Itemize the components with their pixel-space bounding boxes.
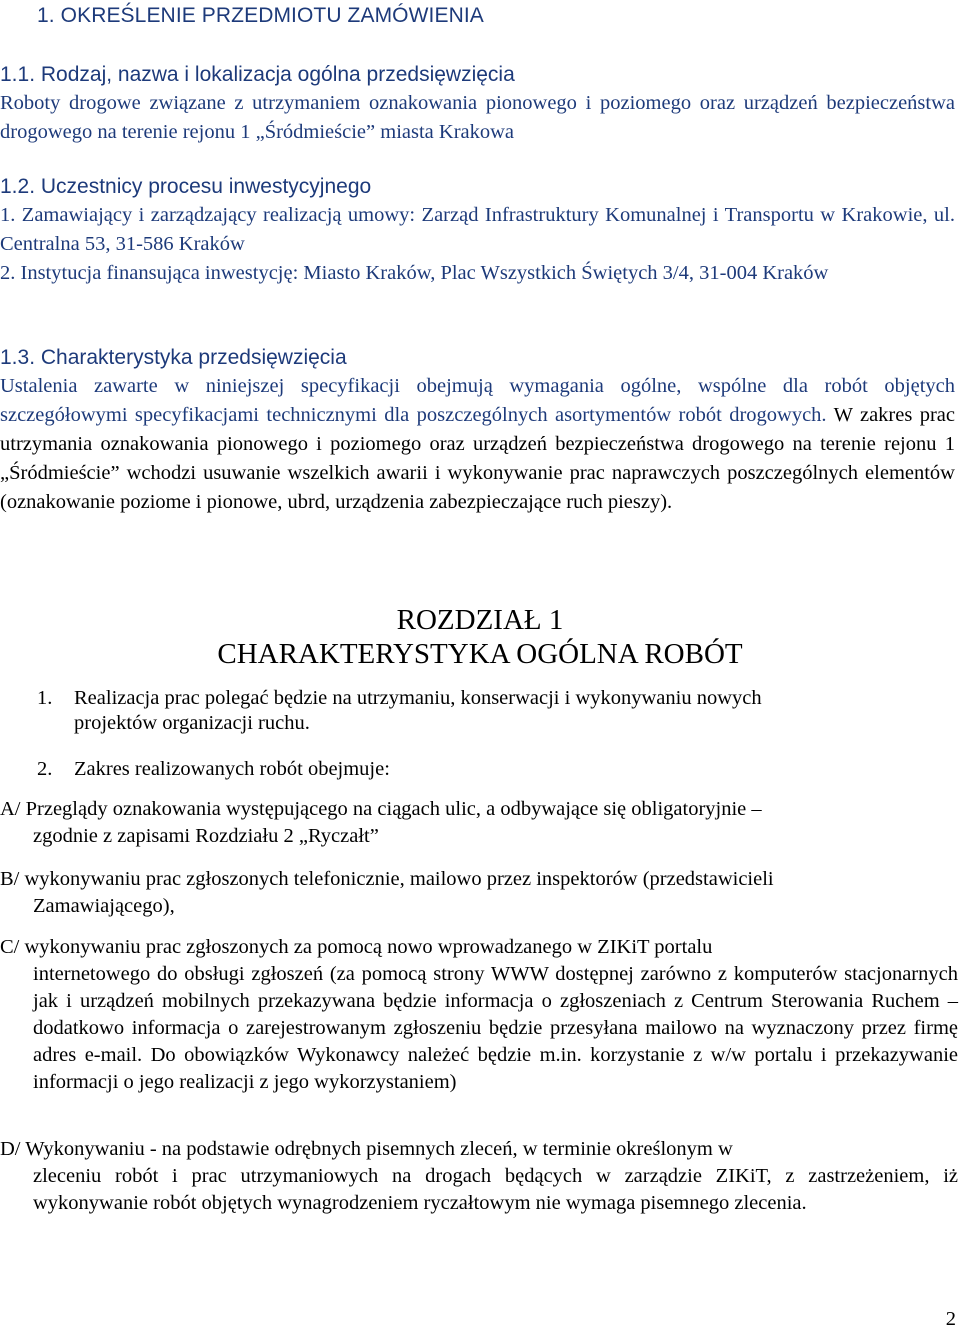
chapter-title: CHARAKTERYSTYKA OGÓLNA ROBÓT bbox=[217, 638, 743, 670]
lettered-item-c-first-line: C/ wykonywaniu prac zgłoszonych za pomocą nowo wprowadzanego w ZIKiT portalu bbox=[0, 936, 713, 958]
numbered-item-1-number: 1. bbox=[37, 687, 53, 709]
numbered-item-2-number: 2. bbox=[37, 758, 53, 780]
numbered-item-1-continuation: projektów organizacji ruchu. bbox=[74, 712, 310, 734]
section-1-3-heading: 1.3. Charakterystyka przedsięwzięcia bbox=[0, 346, 347, 369]
section-1-2-item-1: 1. Zamawiający i zarządzający realizacją umowy: Zarząd Infrastruktury Komunalnej i Transportu w Krakowie, ul. Centralna 53, 31-586 Kraków bbox=[0, 204, 955, 255]
lettered-item-b-first-line: B/ wykonywaniu prac zgłoszonych telefonicznie, mailowo przez inspektorów (przedstawicieli bbox=[0, 868, 774, 890]
page-number: 2 bbox=[945, 1308, 956, 1330]
lettered-item-a-first-line: A/ Przeglądy oznakowania występującego na ciągach ulic, a odbywające się obligatoryjnie – bbox=[0, 798, 762, 820]
numbered-item-1-text: Realizacja prac polegać będzie na utrzymaniu, konserwacji i wykonywaniu nowych bbox=[74, 687, 762, 709]
lettered-item-d-first-line: D/ Wykonywaniu - na podstawie odrębnych pisemnych zleceń, w terminie określonym w bbox=[0, 1138, 733, 1160]
lettered-item-b-continuation: Zamawiającego), bbox=[33, 895, 175, 917]
numbered-item-2 bbox=[37, 757, 955, 782]
numbered-item-1 bbox=[37, 686, 955, 736]
section-1-1-heading: 1.1. Rodzaj, nazwa i lokalizacja ogólna przedsięwzięcia bbox=[0, 63, 515, 86]
section-1-2-heading: 1.2. Uczestnicy procesu inwestycyjnego bbox=[0, 175, 372, 198]
section-1-3-text bbox=[0, 372, 955, 517]
document-title: 1. OKREŚLENIE PRZEDMIOTU ZAMÓWIENIA bbox=[37, 4, 484, 27]
lettered-item-b bbox=[0, 866, 958, 920]
lettered-item-a-continuation: zgodnie z zapisami Rozdziału 2 „Ryczałt” bbox=[33, 825, 379, 847]
section-1-1-text: Roboty drogowe związane z utrzymaniem oznakowania pionowego i poziomego oraz urządzeń bezpieczeństwa drogowego na terenie rejonu 1 „Śródmieście” miasta Krakowa bbox=[0, 92, 955, 143]
lettered-item-a bbox=[0, 796, 958, 850]
lettered-item-c-continuation: internetowego do obsługi zgłoszeń (za pomocą strony WWW dostępnej zarówno z komputerów stacjonarnych jak i urządzeń mobilnych przekazywana będzie informacja o zgłoszeniach z Centrum Sterowania Ruchem – dodatkowo informacja o zarejestrowanym zgłoszeniu będzie przesyłana mailowo na wyznaczony przez firmę adres e-mail. Do obowiązków Wykonawcy należeć będzie m.in. korzystanie z w/w portalu i przekazywanie informacji o jego realizacji z jego wykorzystaniem) bbox=[33, 963, 958, 1093]
chapter-number: ROZDZIAŁ 1 bbox=[396, 604, 564, 636]
numbered-item-2-text: Zakres realizowanych robót obejmuje: bbox=[74, 758, 390, 780]
lettered-item-d bbox=[0, 1136, 958, 1217]
section-1-3-text-b: W zakres prac utrzymania oznakowania pionowego i poziomego oraz urządzeń bezpieczeństwa drogowego na terenie rejonu 1 „Śródmieście” wchodzi usuwanie wszelkich awarii i wykonywanie prac naprawczych poszczególnych elementów (oznakowanie poziome i pionowe, ubrd, urządzenia zabezpieczające ruch pieszy). bbox=[0, 404, 955, 513]
section-1-3-text-a: Ustalenia zawarte w niniejszej specyfikacji obejmują wymagania ogólne, wspólne dla robót objętych szczegółowymi specyfikacjami technicznymi dla poszczególnych asortymentów robót drogowych. bbox=[0, 375, 955, 426]
section-1-2-item-2: 2. Instytucja finansująca inwestycję: Miasto Kraków, Plac Wszystkich Świętych 3/4, 31-004 Kraków bbox=[0, 262, 829, 284]
lettered-item-d-continuation: zleceniu robót i prac utrzymaniowych na drogach będących w zarządzie ZIKiT, z zastrzeżeniem, iż wykonywanie robót objętych wynagrodzeniem ryczałtowym nie wymaga pisemnego zlecenia. bbox=[33, 1165, 958, 1214]
lettered-item-c bbox=[0, 934, 958, 1096]
